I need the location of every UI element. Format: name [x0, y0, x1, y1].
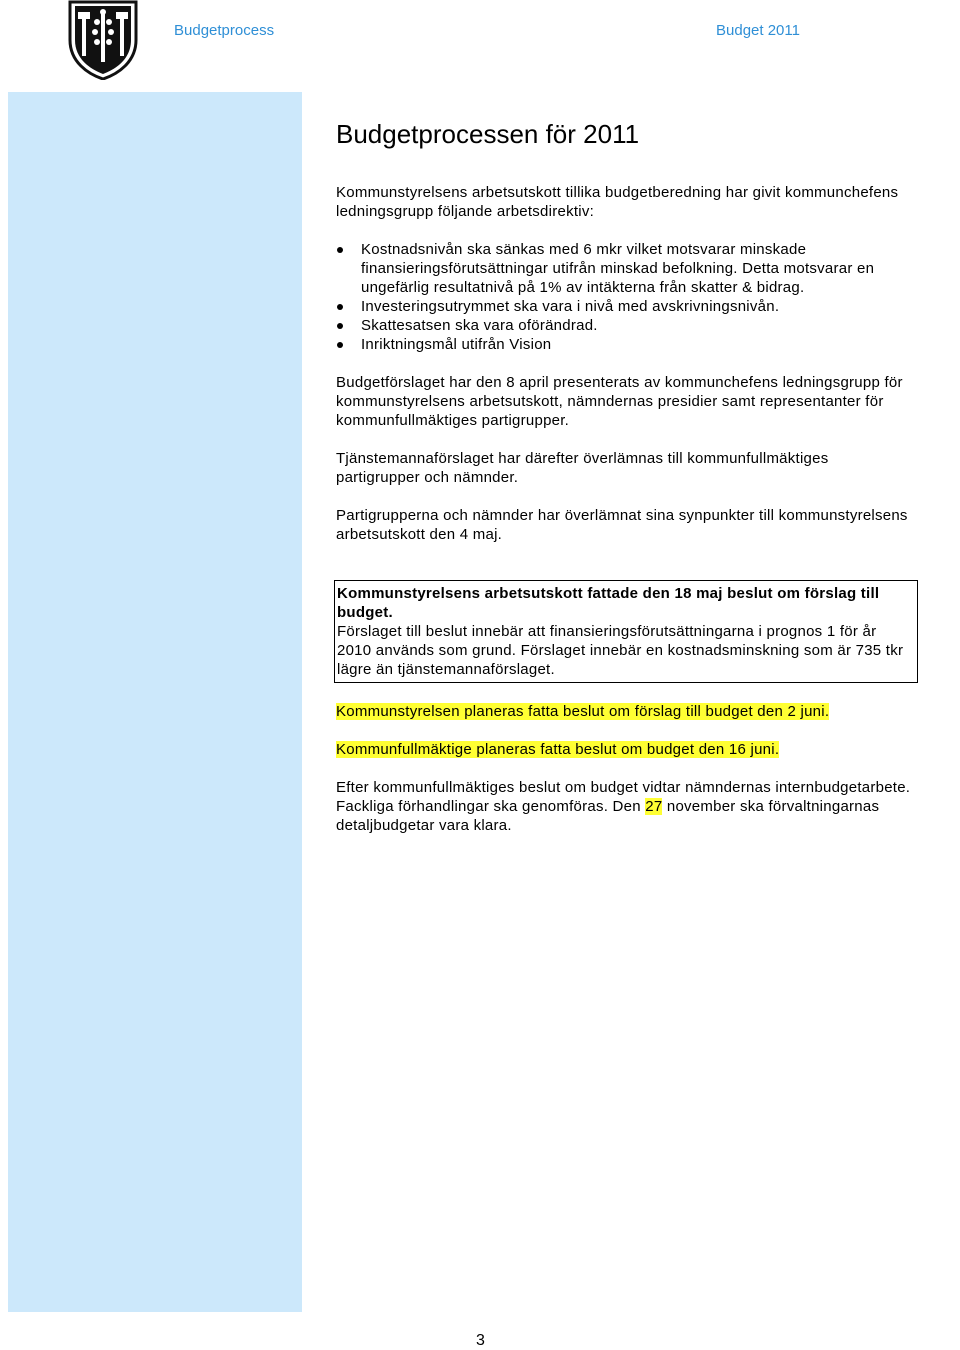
decision-heading: Kommunstyrelsens arbetsutskott fattade den 18 maj beslut om förslag till budget.: [337, 585, 880, 621]
list-item: Kostnadsnivån ska sänkas med 6 mkr vilket motsvarar minskade finansieringsförutsättningar utifrån minskad befolkning. Detta motsvarar en ungefärlig resultatnivå på 1% av intäkterna från skatter & bidrag.: [336, 240, 916, 297]
list-item: Investeringsutrymmet ska vara i nivå med avskrivningsnivån.: [336, 297, 916, 316]
page-title: Budgetprocessen för 2011: [336, 119, 640, 149]
list-item: Skattesatsen ska vara oförändrad.: [336, 316, 916, 335]
header-document-title: Budget 2011: [716, 22, 800, 39]
list-item: Inriktningsmål utifrån Vision: [336, 335, 916, 354]
decision-box: [334, 580, 918, 683]
highlight-ks-decision: Kommunstyrelsen planeras fatta beslut om förslag till budget den 2 juni.: [336, 703, 830, 720]
final-text-start: Efter kommunfullmäktiges beslut om budget vidtar nämndernas internbudgetarbete. Fackliga förhandlingar ska genomföras. Den: [336, 779, 911, 815]
main-content: [336, 117, 916, 854]
paragraph-proposal: Budgetförslaget har den 8 april presenterats av kommunchefens ledningsgrupp för kommunstyrelsens arbetsutskott, nämndernas presidier samt representanter för kommunfullmäktiges partigrupper.: [336, 374, 903, 429]
paragraph-feedback: Partigrupperna och nämnder har överlämnat sina synpunkter till kommunstyrelsens arbetsutskott den 4 maj.: [336, 507, 908, 543]
highlight-date: 27: [645, 798, 663, 815]
directive-list: [336, 240, 916, 354]
decision-text: Förslaget till beslut innebär att finansieringsförutsättningarna i prognos 1 för år 2010 används som grund. Förslaget innebär en kostnadsminskning som är 735 tkr lägre än tjänstemannaförslaget.: [337, 623, 904, 678]
paragraph-final: [336, 778, 916, 835]
paragraph-handover: Tjänstemannaförslaget har därefter överlämnas till kommunfullmäktiges partigrupper och nämnder.: [336, 450, 829, 486]
final-text-end: november ska förvaltningarnas detaljbudgetar vara klara.: [336, 798, 880, 834]
sidebar-panel: [8, 92, 302, 1312]
highlight-kf-decision: Kommunfullmäktige planeras fatta beslut om budget den 16 juni.: [336, 741, 780, 758]
header-section-title: Budgetprocess: [174, 22, 275, 39]
page-number: 3: [476, 1332, 485, 1349]
coat-of-arms-icon: [66, 0, 140, 80]
intro-paragraph: Kommunstyrelsens arbetsutskott tillika budgetberedning har givit kommunchefens ledningsgrupp följande arbetsdirektiv:: [336, 184, 899, 220]
